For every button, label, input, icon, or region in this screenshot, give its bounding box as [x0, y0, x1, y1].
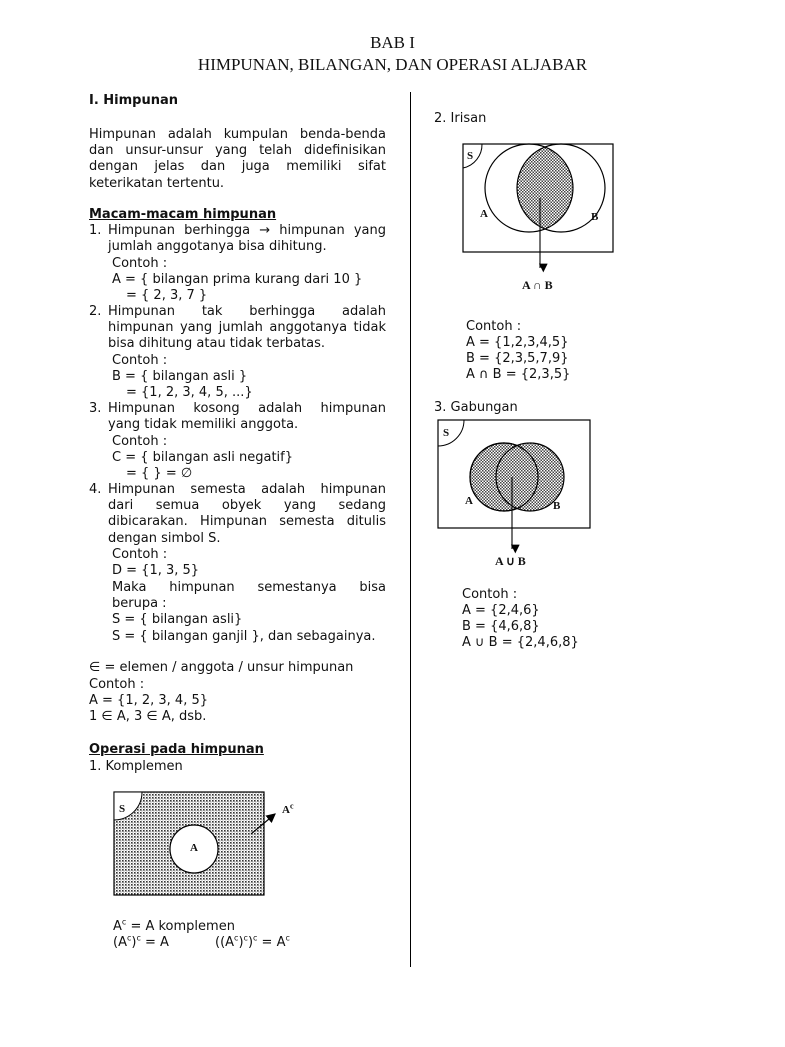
complement-venn-diagram: [110, 788, 310, 903]
operations-heading: Operasi pada himpunan: [89, 742, 264, 757]
example-line: B = {4,6,8}: [462, 619, 540, 634]
note-part: ): [247, 935, 254, 950]
list-number: 4.: [89, 482, 102, 497]
list-item: [108, 401, 386, 433]
universe-label: S: [119, 803, 126, 815]
section-title: I. Himpunan: [89, 93, 179, 108]
note-part: = A: [257, 935, 286, 950]
note-part: A: [113, 919, 122, 934]
example-label: Contoh :: [466, 319, 522, 334]
example-line: A ∩ B = {2,3,5}: [466, 367, 571, 382]
example-line: C = { bilangan asli negatif}: [112, 450, 294, 465]
note-part: ): [238, 935, 244, 950]
note-sup: c: [126, 933, 132, 943]
note-part: (A: [113, 935, 127, 950]
example-line: A = {1, 2, 3, 4, 5}: [89, 693, 209, 708]
definition-line: keterikatan tertentu.: [89, 175, 225, 191]
universe-label: S: [443, 427, 450, 439]
element-note: ∈ = elemen / anggota / unsur himpunan: [89, 660, 354, 675]
complement-title: 1. Komplemen: [89, 759, 183, 774]
set-b-label: B: [591, 211, 599, 223]
example-line: A = {2,4,6}: [462, 603, 540, 618]
intersection-label: A ∩ B: [522, 278, 553, 292]
list-number: 3.: [89, 401, 102, 416]
set-a-label: A: [465, 495, 473, 507]
definition-line: Himpunan adalah kumpulan benda-benda: [89, 127, 386, 142]
note-part: ((A: [215, 935, 235, 950]
item-text: Himpunan kosong adalah himpunan: [108, 401, 386, 416]
note-part: ): [131, 935, 137, 950]
intersection-title: 2. Irisan: [434, 111, 487, 126]
set-a-label: A: [190, 842, 198, 854]
example-label: Contoh :: [112, 434, 168, 449]
example-line: B = {2,3,5,7,9}: [466, 351, 569, 366]
example-line: 1 ∈ A, 3 ∈ A, dsb.: [89, 709, 207, 724]
example-label: Contoh :: [112, 547, 168, 562]
set-a-label: A: [480, 208, 488, 220]
complement-identity-2: [215, 935, 290, 951]
note-line: Maka himpunan semestanya bisa: [112, 580, 386, 595]
list-item: [108, 304, 386, 353]
item-text: Himpunan semesta adalah himpunan: [108, 482, 386, 497]
union-label: A ∪ B: [495, 554, 526, 568]
note-line: S = { bilangan ganjil }, dan sebagainya.: [112, 628, 376, 644]
item-text: dengan simbol S.: [108, 530, 221, 546]
note-line: S = { bilangan asli}: [112, 612, 243, 628]
item-text: Himpunan tak berhingga adalah: [108, 304, 386, 319]
note-sup: c: [136, 933, 141, 943]
item-text: dari semua obyek yang sedang: [108, 498, 386, 514]
universe-note: [112, 580, 386, 645]
union-title: 3. Gabungan: [434, 400, 518, 415]
example-label: Contoh :: [462, 587, 518, 602]
union-venn-diagram: [437, 419, 592, 554]
item-text: bisa dihitung atau tidak terbatas.: [108, 336, 326, 352]
note-line: berupa :: [112, 596, 167, 612]
note-sup: c: [253, 933, 258, 943]
types-heading: Macam-macam himpunan: [89, 207, 277, 222]
label-sup: c: [289, 801, 294, 811]
column-divider: [410, 92, 411, 967]
complement-identity-1: [113, 935, 169, 951]
note-sup: c: [243, 933, 248, 943]
example-label: Contoh :: [89, 677, 145, 692]
example-line: A = { bilangan prima kurang dari 10 }: [112, 272, 363, 287]
example-line: A ∪ B = {2,4,6,8}: [462, 635, 579, 650]
item-text: Himpunan berhingga → himpunan yang: [108, 223, 386, 238]
note-sup: c: [121, 917, 127, 927]
list-item: [108, 223, 386, 255]
example-label: Contoh :: [112, 353, 168, 368]
item-text: himpunan yang jumlah anggotanya tidak: [108, 320, 386, 336]
label-base: A: [282, 804, 290, 816]
item-text: jumlah anggotanya bisa dihitung.: [108, 239, 327, 255]
chapter-label: BAB I: [370, 33, 415, 52]
universe-label: S: [467, 150, 474, 162]
list-item: [108, 482, 386, 547]
page-title: HIMPUNAN, BILANGAN, DAN OPERASI ALJABAR: [197, 55, 588, 74]
definition-paragraph: [89, 127, 386, 192]
definition-line: dan unsur-unsur yang telah didefinisikan: [89, 143, 386, 159]
list-number: 2.: [89, 304, 102, 319]
example-line: = { } = ∅: [126, 466, 193, 481]
note-sup: c: [234, 933, 239, 943]
note-part: = A komplemen: [126, 919, 235, 934]
item-text: dibicarakan. Himpunan semesta ditulis: [108, 514, 386, 530]
example-line: A = {1,2,3,4,5}: [466, 335, 569, 350]
set-b-label: B: [553, 500, 561, 512]
definition-line: dengan jelas dan juga memiliki sifat: [89, 159, 386, 175]
note-part: = A: [140, 935, 169, 950]
example-label: Contoh :: [112, 256, 168, 271]
universe-corner: [438, 420, 464, 446]
list-number: 1.: [89, 223, 102, 238]
note-sup: c: [285, 933, 290, 943]
example-line: = { 2, 3, 7 }: [126, 288, 208, 303]
complement-label: [282, 802, 294, 818]
example-line: = {1, 2, 3, 4, 5, ...}: [126, 385, 253, 400]
item-text: yang tidak memiliki anggota.: [108, 417, 299, 433]
example-line: B = { bilangan asli }: [112, 369, 248, 384]
example-line: D = {1, 3, 5}: [112, 563, 200, 578]
